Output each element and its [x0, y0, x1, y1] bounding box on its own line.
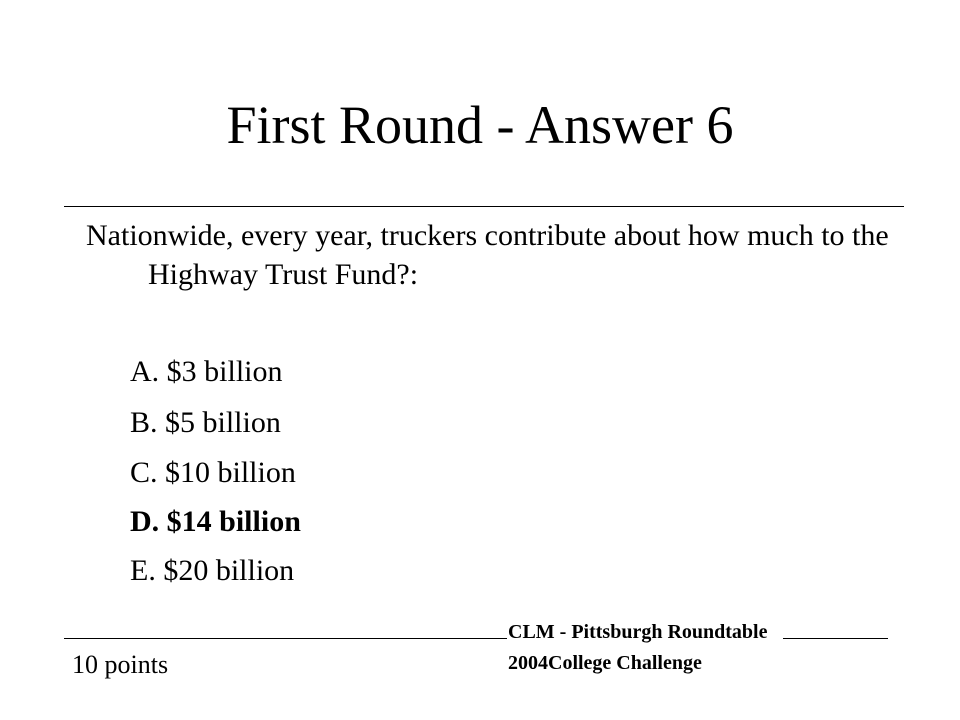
footer-event: 2004College Challenge: [508, 652, 702, 674]
choice-b: B. $5 billion: [130, 406, 281, 439]
footer-divider-left: [64, 638, 507, 639]
question-text: Nationwide, every year, truckers contribute about how much to the Highway Trust Fund?:: [86, 219, 889, 291]
title-divider: [64, 206, 904, 207]
choice-a: A. $3 billion: [130, 355, 283, 388]
slide-title: First Round - Answer 6: [226, 95, 734, 155]
choice-c: C. $10 billion: [130, 456, 296, 489]
footer-organization: CLM - Pittsburgh Roundtable: [508, 621, 768, 643]
choice-d-correct-answer: D. $14 billion: [130, 505, 301, 538]
points-label: 10 points: [72, 650, 169, 679]
choice-e: E. $20 billion: [130, 554, 295, 587]
footer-divider-right: [783, 638, 888, 639]
